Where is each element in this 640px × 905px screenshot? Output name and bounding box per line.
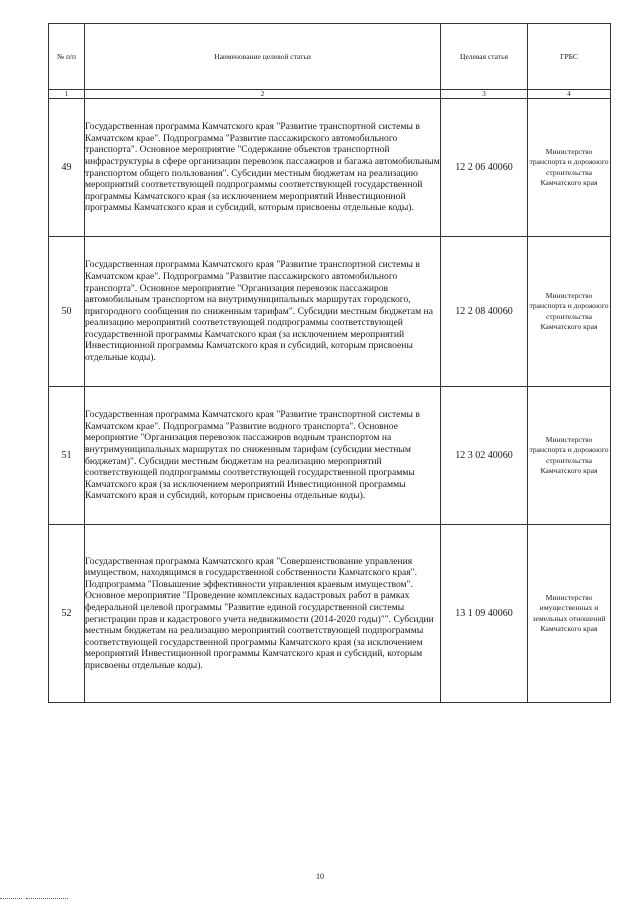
target-item-code: 12 2 08 40060 [441, 237, 528, 387]
row-number: 51 [49, 387, 85, 525]
table-row [49, 525, 611, 703]
header-code: Целевая статья [441, 24, 528, 90]
column-number: 4 [528, 90, 611, 99]
table-row [49, 237, 611, 387]
grbs-name: Министерство транспорта и дорожного строительства Камчатского края [528, 237, 611, 387]
grbs-name: Министерство имущественных и земельных отношений Камчатского края [528, 525, 611, 703]
column-number: 1 [49, 90, 85, 99]
target-item-name: Государственная программа Камчатского края "Развитие транспортной системы в Камчатском крае". Подпрограмма "Развитие водного транспорта". Основное мероприятие "Организация перевозок пассажиров водным транспортом на внутримуниципальных маршрутах по сниженным тарифам (субсидии местным бюджетам)". Субсидии местным бюджетам на реализацию мероприятий соответствующей подпрограммы соответствующей государственной программы Камчатского края (за исключением мероприятий Инвестиционной программы Камчатского края и субсидий, которым присвоены отдельные коды). [85, 387, 441, 525]
row-number: 50 [49, 237, 85, 387]
table-row [49, 99, 611, 237]
header-name: Наименование целевой статьи [85, 24, 441, 90]
grbs-name: Министерство транспорта и дорожного строительства Камчатского края [528, 387, 611, 525]
header-row [49, 24, 611, 90]
row-number: 52 [49, 525, 85, 703]
target-item-name: Государственная программа Камчатского края "Развитие транспортной системы в Камчатском крае". Подпрограмма "Развитие пассажирского автомобильного транспорта". Основное мероприятие "Содержание объектов транспортной инфраструктуры в сфере организации перевозок пассажиров и багажа автомобильным транспортом общего пользования". Субсидии местным бюджетам на реализацию мероприятий соответствующей подпрограммы соответствующей государственной программы Камчатского края (за исключением мероприятий Инвестиционной программы Камчатского края и субсидий, которым присвоены отдельные коды). [85, 99, 441, 237]
scan-mark [26, 898, 68, 899]
table-row [49, 387, 611, 525]
column-number-row [49, 90, 611, 99]
column-number: 2 [85, 90, 441, 99]
header-number: № п/п [49, 24, 85, 90]
scan-mark [0, 898, 22, 899]
budget-table [48, 23, 611, 703]
header-grbs: ГРБС [528, 24, 611, 90]
row-number: 49 [49, 99, 85, 237]
target-item-code: 12 2 06 40060 [441, 99, 528, 237]
target-item-name: Государственная программа Камчатского края "Развитие транспортной системы в Камчатском крае". Подпрограмма "Развитие пассажирского автомобильного транспорта". Основное мероприятие "Организация перевозок пассажиров автомобильным транспортом на внутримуниципальных маршрутах городского, пригородного сообщения по сниженным тарифам". Субсидии местным бюджетам на реализацию мероприятий соответствующей подпрограммы соответствующей государственной программы Камчатского края (за исключением мероприятий Инвестиционной программы Камчатского края и субсидий, которым присвоены отдельные коды). [85, 237, 441, 387]
column-number: 3 [441, 90, 528, 99]
target-item-code: 13 1 09 40060 [441, 525, 528, 703]
target-item-code: 12 3 02 40060 [441, 387, 528, 525]
grbs-name: Министерство транспорта и дорожного строительства Камчатского края [528, 99, 611, 237]
target-item-name: Государственная программа Камчатского края "Совершенствование управления имуществом, находящимся в государственной собственности Камчатского края". Подпрограмма "Повышение эффективности управления краевым имуществом". Основное мероприятие "Проведение комплексных кадастровых работ в рамках федеральной целевой программы "Развитие единой государственной системы регистрации прав и кадастрового учета недвижимости (2014-2020 годы)"". Субсидии местным бюджетам на реализацию мероприятий соответствующей подпрограммы соответствующей государственной программы Камчатского края (за исключением мероприятий Инвестиционной программы Камчатского края и субсидий, которым присвоены отдельные коды). [85, 525, 441, 703]
page-number: 10 [316, 872, 324, 881]
